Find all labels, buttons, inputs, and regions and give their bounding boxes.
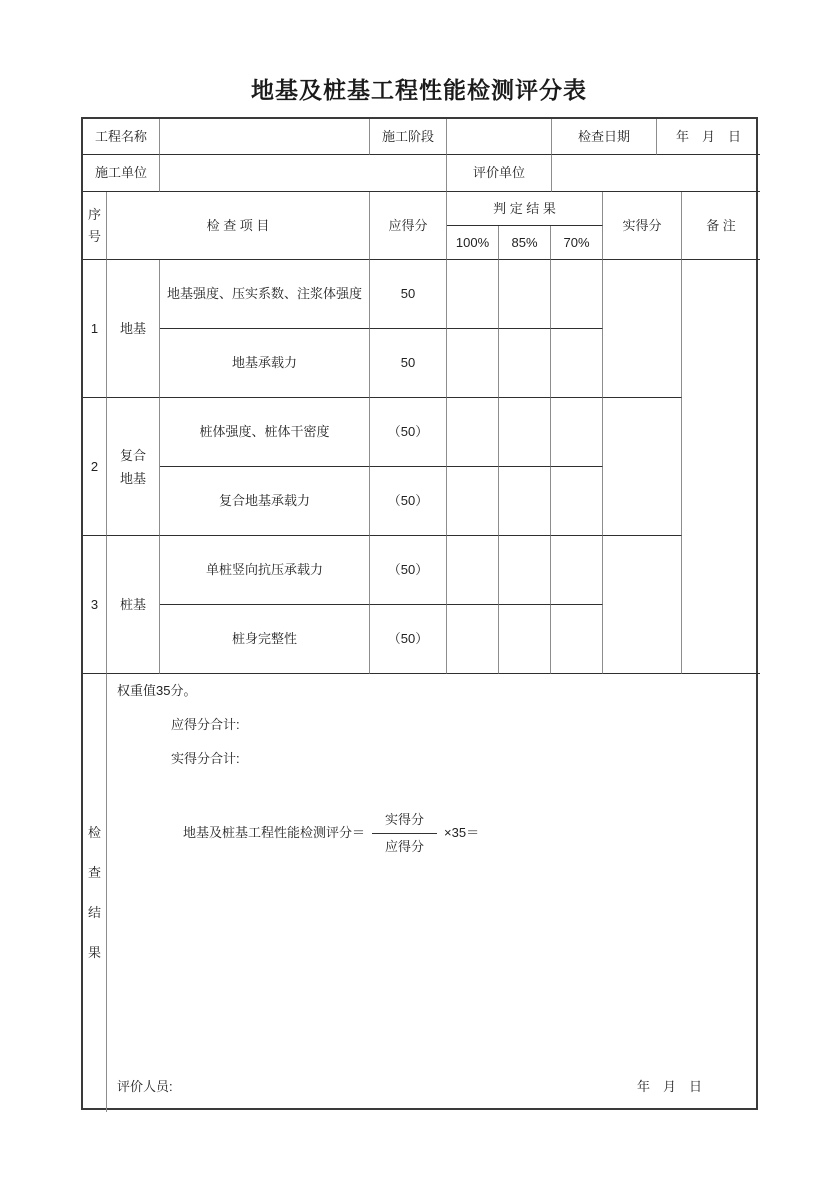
score-sheet-table xyxy=(81,117,758,1110)
item-name: 桩身完整性 xyxy=(160,605,370,674)
formula-fraction xyxy=(372,808,437,858)
header-item: 检 查 项 目 xyxy=(107,192,370,260)
formula-numerator: 实得分 xyxy=(372,808,437,834)
builder-unit-value-cell[interactable] xyxy=(160,155,447,192)
score-formula xyxy=(183,808,479,858)
judgment-85-cell[interactable] xyxy=(499,398,551,467)
judgment-70-cell[interactable] xyxy=(551,467,603,536)
judgment-70-cell[interactable] xyxy=(551,536,603,605)
construction-stage-value-cell[interactable] xyxy=(447,119,552,155)
judgment-100-cell[interactable] xyxy=(447,605,499,674)
actual-score-cell[interactable] xyxy=(603,398,682,536)
judgment-100-cell[interactable] xyxy=(447,260,499,329)
page-title: 地基及桩基工程性能检测评分表 xyxy=(251,77,587,103)
due-total-label: 应得分合计: xyxy=(171,717,240,732)
construction-stage-label: 施工阶段 xyxy=(370,119,447,155)
header-actual-score: 实得分 xyxy=(603,192,682,260)
group3-seq: 3 xyxy=(83,536,107,674)
actual-score-cell[interactable] xyxy=(603,260,682,398)
judgment-85-cell[interactable] xyxy=(499,467,551,536)
item-name: 地基强度、压实系数、注浆体强度 xyxy=(160,260,370,329)
item-due-score: 50 xyxy=(370,260,447,329)
item-name: 桩体强度、桩体干密度 xyxy=(160,398,370,467)
item-name: 地基承载力 xyxy=(160,329,370,398)
judgment-70-cell[interactable] xyxy=(551,605,603,674)
header-100pct: 100% xyxy=(447,226,499,260)
header-85pct: 85% xyxy=(499,226,551,260)
check-result-label: 检 查 结 果 xyxy=(83,674,107,1112)
item-due-score: （50） xyxy=(370,536,447,605)
header-remark: 备 注 xyxy=(682,192,760,260)
evaluation-unit-value-cell[interactable] xyxy=(552,155,760,192)
formula-suffix: ×35＝ xyxy=(444,825,480,841)
group2-seq: 2 xyxy=(83,398,107,536)
evaluators-label: 评价人员: xyxy=(117,1079,173,1095)
remark-cell[interactable] xyxy=(682,260,760,674)
item-name: 单桩竖向抗压承载力 xyxy=(160,536,370,605)
judgment-85-cell[interactable] xyxy=(499,329,551,398)
actual-total-label: 实得分合计: xyxy=(171,751,240,766)
judgment-85-cell[interactable] xyxy=(499,536,551,605)
item-due-score: （50） xyxy=(370,467,447,536)
formula-prefix: 地基及桩基工程性能检测评分＝ xyxy=(183,825,366,841)
evaluation-date[interactable]: 年 月 日 xyxy=(636,1079,702,1095)
builder-unit-label: 施工单位 xyxy=(83,155,160,192)
judgment-85-cell[interactable] xyxy=(499,605,551,674)
header-due-score: 应得分 xyxy=(370,192,447,260)
actual-score-cell[interactable] xyxy=(603,536,682,674)
item-due-score: （50） xyxy=(370,605,447,674)
item-name: 复合地基承载力 xyxy=(160,467,370,536)
item-due-score: （50） xyxy=(370,398,447,467)
judgment-100-cell[interactable] xyxy=(447,398,499,467)
judgment-100-cell[interactable] xyxy=(447,536,499,605)
weight-note: 权重值35分。 xyxy=(117,683,197,698)
judgment-100-cell[interactable] xyxy=(447,467,499,536)
judgment-70-cell[interactable] xyxy=(551,329,603,398)
judgment-70-cell[interactable] xyxy=(551,398,603,467)
evaluation-unit-label: 评价单位 xyxy=(447,155,552,192)
header-judgment-result: 判 定 结 果 xyxy=(447,192,603,226)
check-date-value-cell[interactable]: 年 月 日 xyxy=(657,119,760,155)
formula-denominator: 应得分 xyxy=(385,838,425,854)
header-70pct: 70% xyxy=(551,226,603,260)
item-due-score: 50 xyxy=(370,329,447,398)
group3-category: 桩基 xyxy=(107,536,160,674)
project-name-value-cell[interactable] xyxy=(160,119,370,155)
check-result-content[interactable] xyxy=(107,674,760,1112)
header-seq: 序 号 xyxy=(83,192,107,260)
group1-category: 地基 xyxy=(107,260,160,398)
judgment-85-cell[interactable] xyxy=(499,260,551,329)
judgment-100-cell[interactable] xyxy=(447,329,499,398)
group1-seq: 1 xyxy=(83,260,107,398)
check-date-label: 检查日期 xyxy=(552,119,657,155)
group2-category: 复合地基 xyxy=(107,398,160,536)
judgment-70-cell[interactable] xyxy=(551,260,603,329)
project-name-label: 工程名称 xyxy=(83,119,160,155)
